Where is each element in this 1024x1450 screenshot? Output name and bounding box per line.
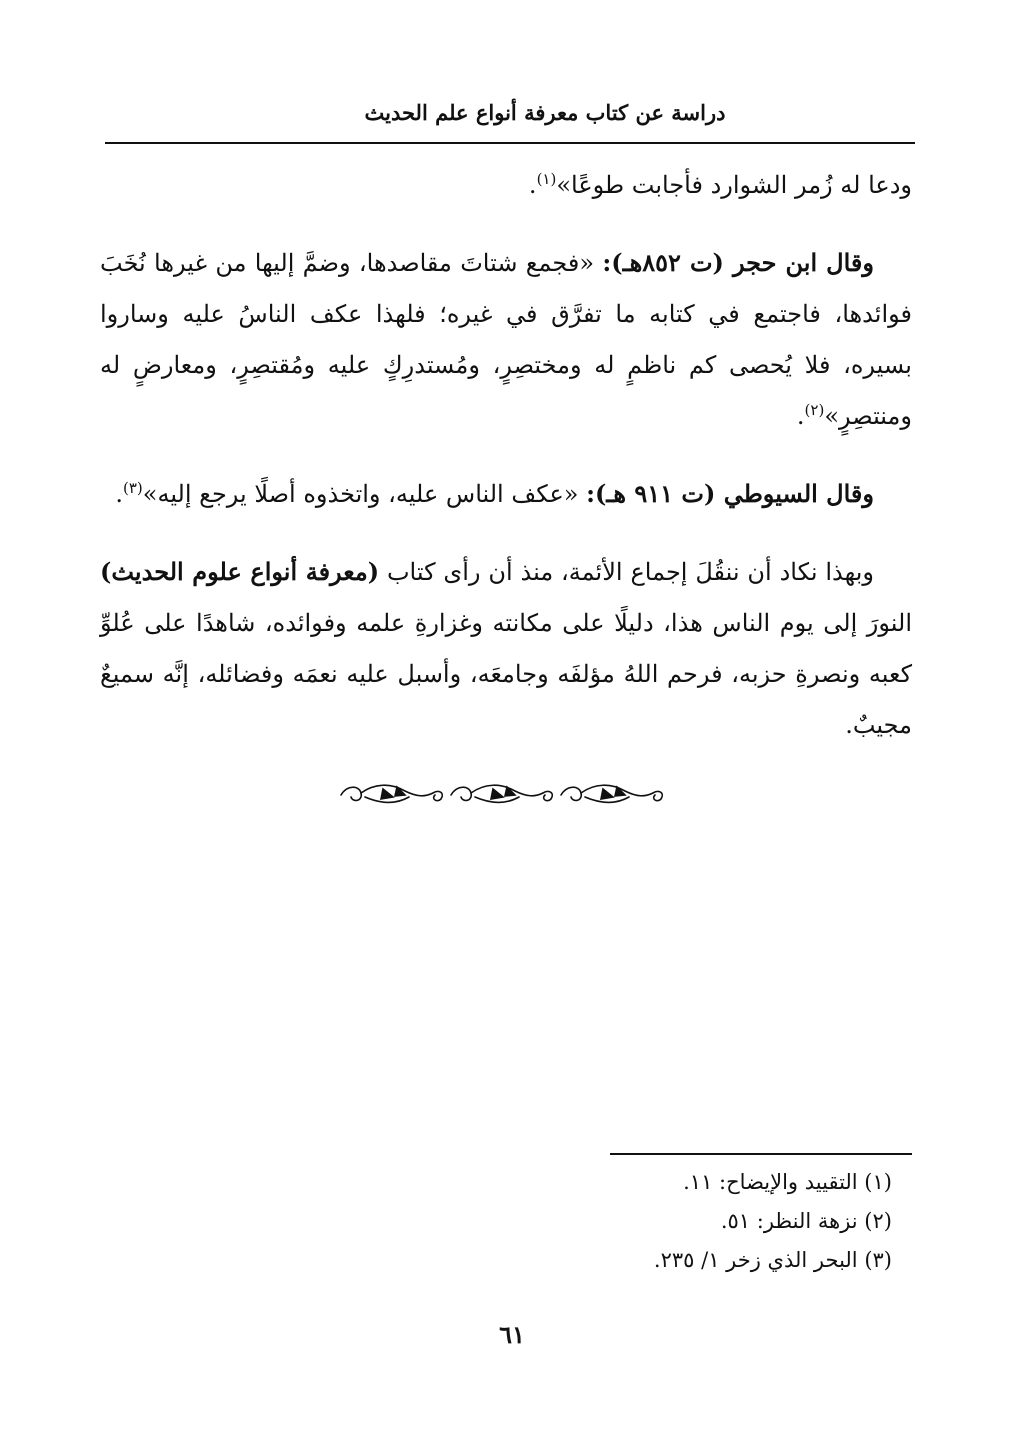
paragraph-2-text: «فجمع شتاتَ مقاصدها، وضمَّ إليها من غيرها نُخَبَ فوائدها، فاجتمع في كتابه ما تفرَّق في غيره؛ فلهذا عكف الناسُ عليه وساروا بسيره، فلا يُحصى كم ناظمٍ له ومختصِرٍ، ومُستدرِكٍ عليه ومُقتصِرٍ، ومعارضٍ له ومنتصِرٍ» xyxy=(100,249,912,430)
ornament-unit-left xyxy=(341,785,442,802)
paragraph-2-end: . xyxy=(796,402,805,430)
paragraph-3 xyxy=(100,468,912,520)
footnote-ref-2[interactable]: (٢) xyxy=(804,401,825,419)
paragraph-2-lead: وقال ابن حجر (ت ٨٥٢هـ): xyxy=(602,248,874,277)
paragraph-4-after: النورَ إلى يوم الناس هذا، دليلًا على مكانته وغزارةِ علمه وفوائده، شاهدًا على عُلوِّ كعبه ونصرةِ حزبه، فرحم اللهُ مؤلفَه وجامعَه، وأسبل عليه نعمَه وفضائله، إنَّه سميعٌ مجيبٌ. xyxy=(100,609,912,739)
paragraph-4 xyxy=(100,546,912,751)
book-title: (معرفة أنواع علوم الحديث) xyxy=(100,557,380,586)
body-text xyxy=(100,160,912,777)
ornament-unit-center xyxy=(451,785,552,802)
footnote-1: (١) التقييد والإيضاح: ١١. xyxy=(683,1170,892,1194)
footnotes xyxy=(500,1163,892,1280)
header-rule xyxy=(105,142,915,144)
paragraph-3-lead: وقال السيوطي (ت ٩١١ هـ): xyxy=(586,479,874,508)
footnote-3: (٣) البحر الذي زخر ١/ ٢٣٥. xyxy=(653,1248,892,1272)
page-number: ٦١ xyxy=(499,1320,525,1349)
footnote-ref-1[interactable]: (١) xyxy=(536,170,557,188)
paragraph-1-text: ودعا له زُمر الشوارد فأجابت طوعًا» xyxy=(556,171,912,199)
paragraph-3-end: . xyxy=(115,480,123,508)
paragraph-3-text: «عكف الناس عليه، واتخذوه أصلًا يرجع إليه» xyxy=(142,480,587,508)
paragraph-1-end: . xyxy=(528,171,537,199)
footnote-2: (٢) نزهة النظر: ٥١. xyxy=(720,1209,892,1233)
page-header: دراسة عن كتاب معرفة أنواع علم الحديث xyxy=(364,100,726,125)
floral-divider-icon xyxy=(335,779,665,809)
footnote-rule xyxy=(610,1153,912,1155)
footnote-ref-3[interactable]: (٣) xyxy=(122,479,143,497)
ornament-unit-right xyxy=(561,785,662,802)
paragraph-2 xyxy=(100,237,912,442)
paragraph-4-before: وبهذا نكاد أن ننقُلَ إجماع الأئمة، منذ أن رأى كتاب xyxy=(379,558,874,586)
paragraph-1 xyxy=(100,160,912,211)
